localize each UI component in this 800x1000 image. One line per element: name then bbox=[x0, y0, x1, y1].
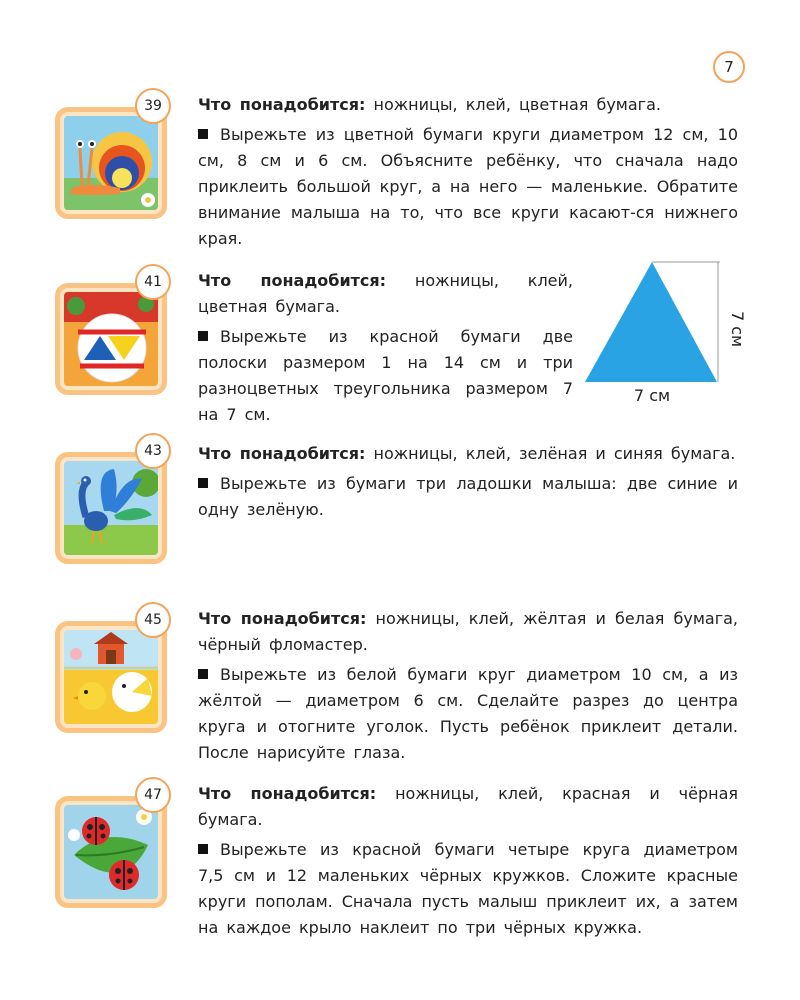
triangle-diagram bbox=[580, 257, 750, 407]
instruction-text: Вырежьте из красной бумаги четыре круга диаметром 7,5 см и 12 маленьких чёрных кружков. Сложите красные круги пополам. Сначала пусть малыш приклеит их, а затем на каждое крыло наклеит по три чёрных кружка. bbox=[198, 840, 738, 937]
snail-picture bbox=[64, 116, 158, 210]
craft-text bbox=[198, 441, 738, 527]
bullet-square-icon bbox=[198, 331, 208, 341]
bullet-square-icon bbox=[198, 478, 208, 488]
ladybugs-picture bbox=[64, 805, 158, 899]
craft-text bbox=[198, 781, 738, 945]
instruction-text: Вырежьте из красной бумаги две полоски размером 1 на 14 см и три разноцветных треугольника размером 7 на 7 см. bbox=[198, 327, 573, 424]
materials-list: ножницы, клей, красная и чёрная бумага. bbox=[198, 784, 738, 829]
craft-number-badge: 45 bbox=[135, 602, 171, 638]
blue-triangle bbox=[585, 262, 717, 382]
craft-number-badge: 47 bbox=[135, 777, 171, 813]
materials-list: ножницы, клей, цветная бумага. bbox=[365, 95, 661, 114]
materials-list: ножницы, клей, зелёная и синяя бумага. bbox=[365, 444, 736, 463]
chicks-picture bbox=[64, 630, 158, 724]
page-number: 7 bbox=[713, 51, 745, 83]
materials-list: ножницы, клей, жёлтая и белая бумага, чёрный фломастер. bbox=[198, 609, 739, 654]
bullet-square-icon bbox=[198, 844, 208, 854]
materials-label: Что понадобится: bbox=[198, 271, 387, 290]
instruction-text: Вырежьте из цветной бумаги круги диаметром 12 см, 10 см, 8 см и 6 см. Объясните ребёнку, что сначала надо приклеить большой круг, а на него — маленькие. Обратите внимание малыша на то, что все круги касают-ся нижнего края. bbox=[198, 125, 738, 248]
craft-text bbox=[198, 606, 738, 770]
bullet-square-icon bbox=[198, 129, 208, 139]
peacock-picture bbox=[64, 461, 158, 555]
craft-number-badge: 39 bbox=[135, 88, 171, 124]
side-label: 7 см bbox=[633, 386, 671, 405]
triangles-picture bbox=[64, 292, 158, 386]
craft-number-badge: 43 bbox=[135, 433, 171, 469]
materials-list: ножницы, клей, цветная бумага. bbox=[198, 271, 574, 316]
craft-text bbox=[198, 92, 738, 256]
bullet-square-icon bbox=[198, 669, 208, 679]
materials-label: Что понадобится: bbox=[198, 444, 366, 463]
height-label: 7 см bbox=[728, 310, 747, 348]
craft-number-badge: 41 bbox=[135, 264, 171, 300]
materials-label: Что понадобится: bbox=[198, 609, 367, 628]
instruction-text: Вырежьте из бумаги три ладошки малыша: две синие и одну зелёную. bbox=[198, 474, 738, 519]
materials-label: Что понадобится: bbox=[198, 95, 366, 114]
materials-label: Что понадобится: bbox=[198, 784, 377, 803]
craft-text bbox=[198, 268, 573, 432]
instruction-text: Вырежьте из белой бумаги круг диаметром 10 см, а из жёлтой — диаметром 6 см. Сделайте разрез до центра круга и отогните уголок. Пусть ребёнок приклеит детали. После нарисуйте глаза. bbox=[198, 665, 738, 762]
